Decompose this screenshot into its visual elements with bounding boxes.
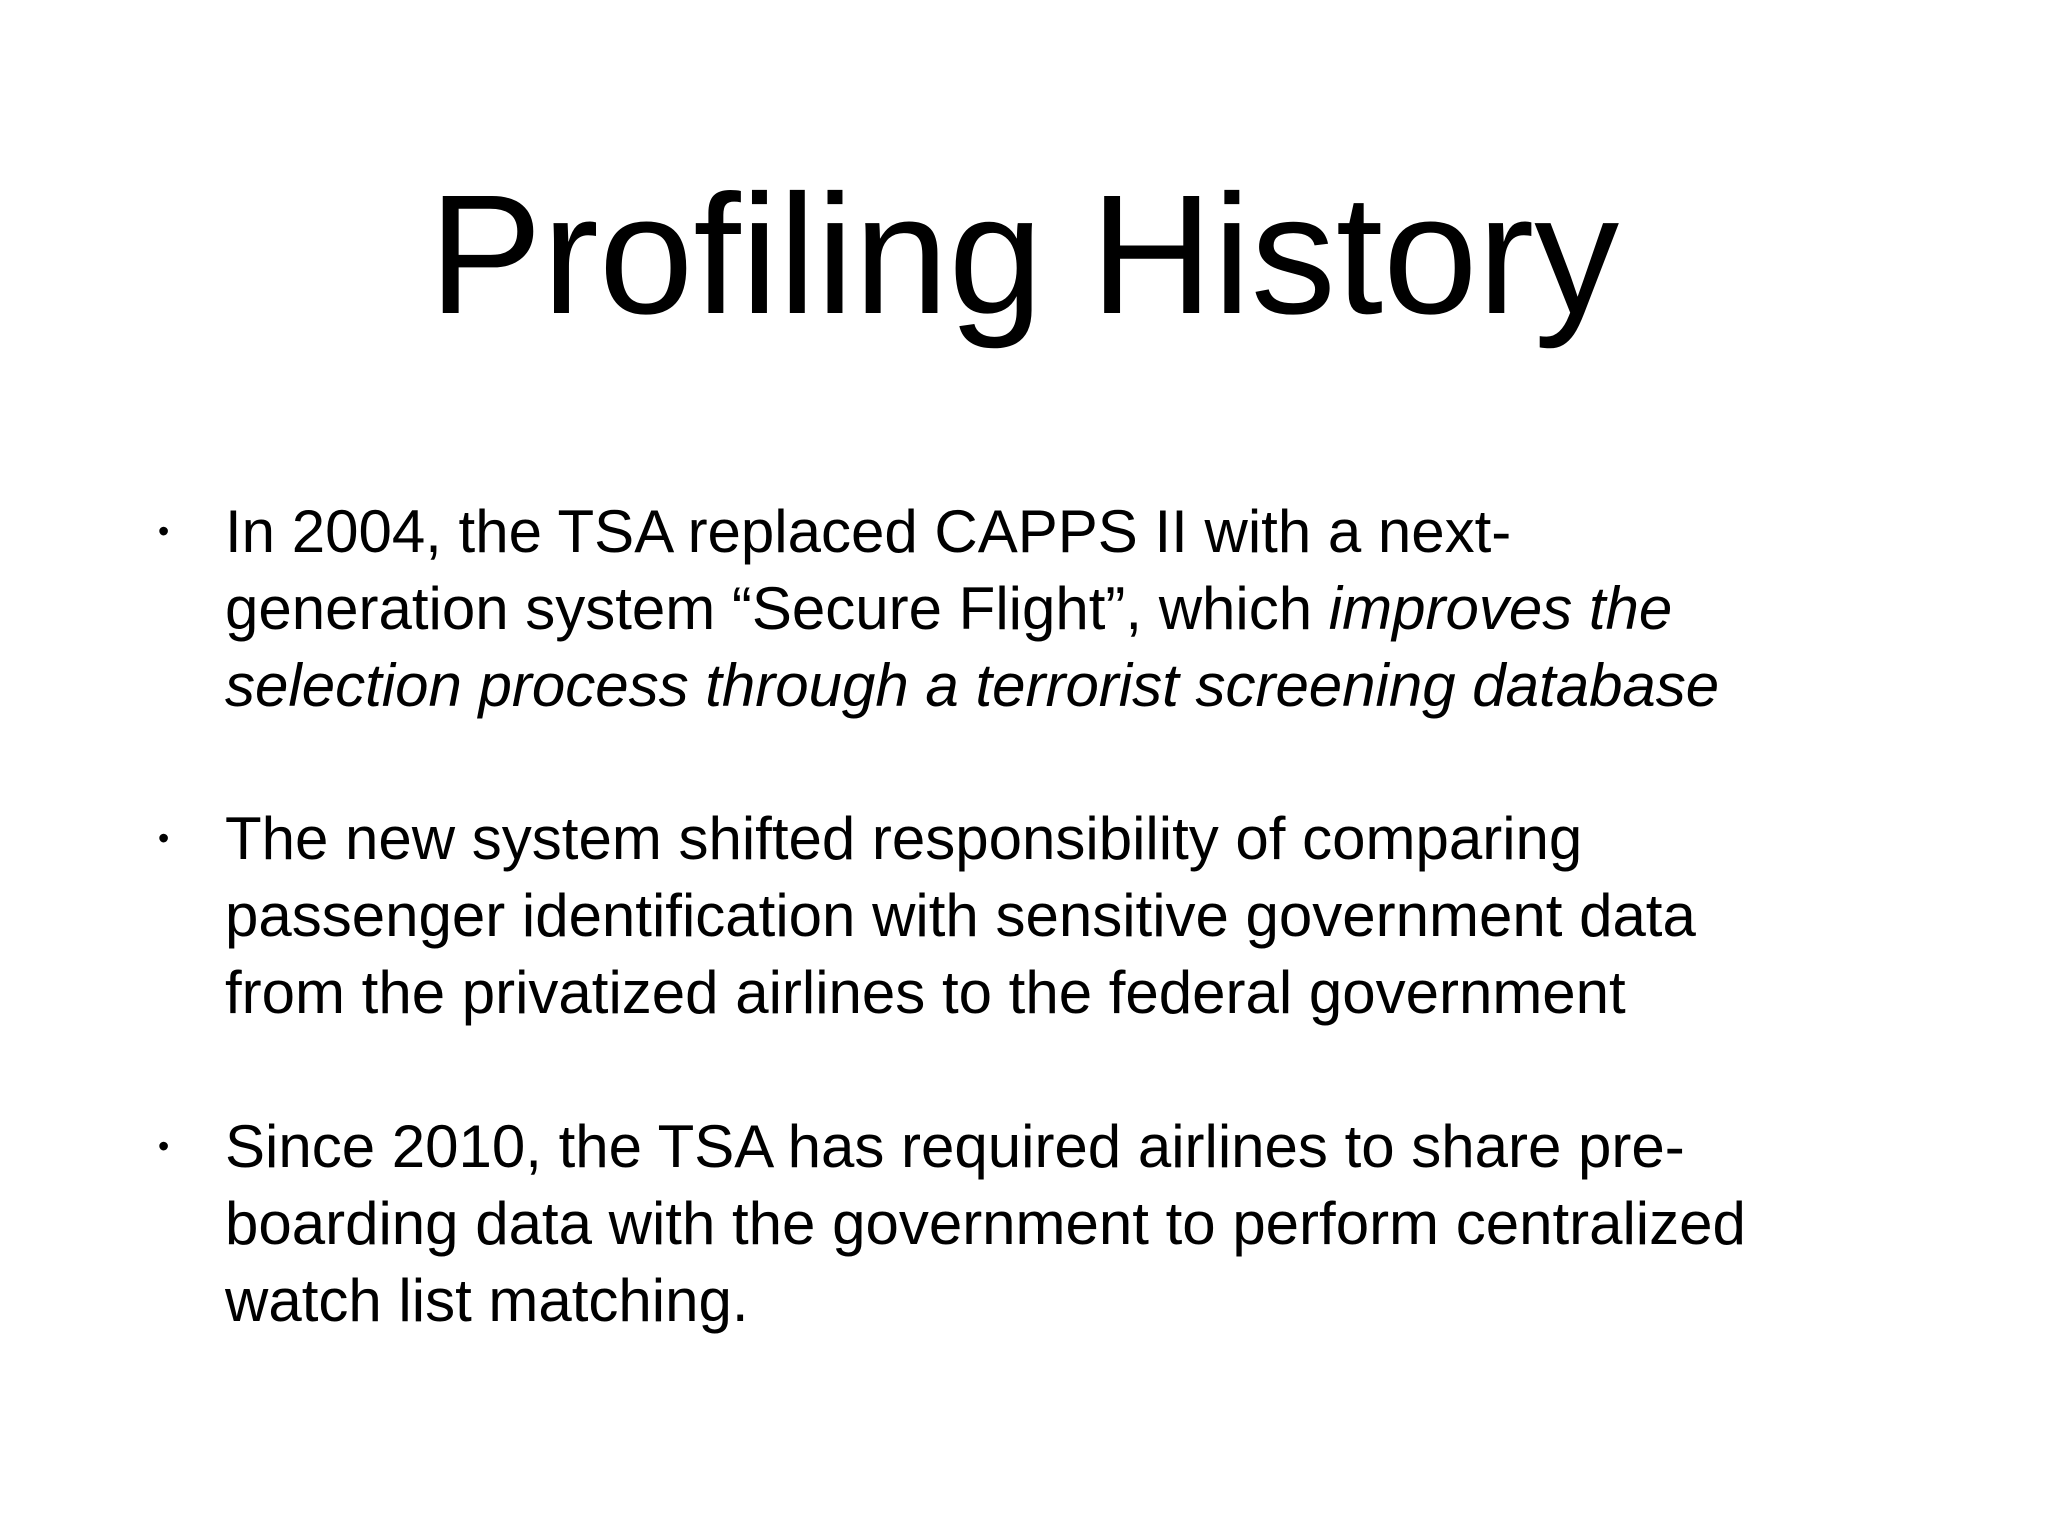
bullet-line: In 2004, the TSA replaced CAPPS II with a next- (225, 498, 1512, 565)
bullet-line: from the privatized airlines to the federal government (225, 959, 1626, 1026)
bullet-marker: • (158, 1128, 170, 1164)
italic-text: improves the (1328, 575, 1673, 642)
bullet-text (225, 800, 1905, 1031)
bullet-text (225, 1108, 1905, 1339)
bullet-line (225, 647, 1905, 724)
bullet-line: generation system “Secure Flight”, which improves the (225, 575, 1673, 642)
bullet-line: watch list matching. (225, 1267, 749, 1334)
bullet-marker: • (158, 820, 170, 856)
bullet-marker: • (158, 513, 170, 549)
bullet-line: passenger identification with sensitive government data (225, 882, 1696, 949)
bullet-line: boarding data with the government to perform centralized (225, 1190, 1746, 1257)
bullet-line: The new system shifted responsibility of comparing (225, 805, 1583, 872)
italic-text: selection process through a terrorist screening database (225, 652, 1720, 719)
bullet-line: Since 2010, the TSA has required airlines to share pre- (225, 1113, 1685, 1180)
bullet-text (225, 493, 1905, 724)
slide-title: Profiling History (428, 160, 1620, 350)
